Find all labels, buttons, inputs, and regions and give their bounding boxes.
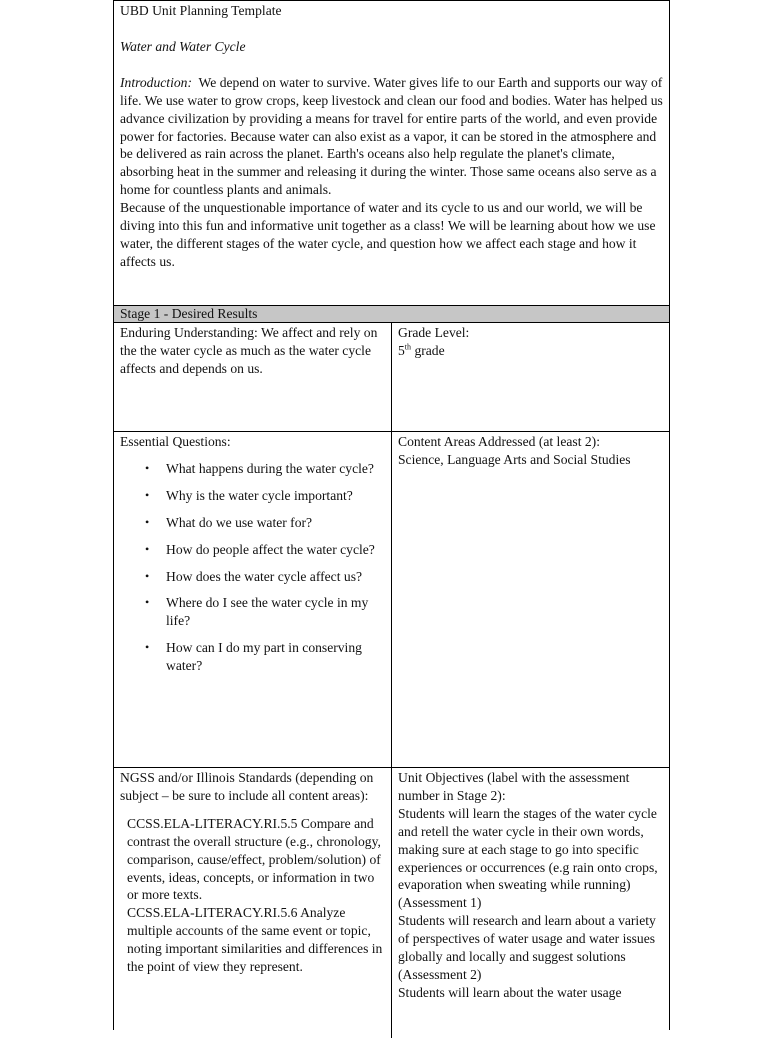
content-areas-value: Science, Language Arts and Social Studies: [398, 451, 631, 467]
question-text: What do we use water for?: [166, 514, 313, 530]
unit-title: Water and Water Cycle: [120, 38, 246, 54]
content-areas-label: Content Areas Addressed (at least 2):: [398, 434, 600, 449]
intro-text-1: We depend on water to survive. Water gives life to our Earth and supports our way of life. We use water to grow crops, keep livestock and clean our food and bodies. Water has helped us advance civilization by providing a means for travel for entire parts of the world, and even provide power for factories. Because water can also exist as a vapor, it can be stored in the atmosphere and be delivered as rain across the planet. Earth's oceans also help regulate the planet's climate, absorbing heat in the summer and releasing it during the winter. Those same oceans also serve as a home for countless plants and animals.: [120, 74, 663, 198]
standards-list: [120, 815, 385, 976]
list-item: [145, 514, 385, 532]
bullet-icon: •: [145, 595, 150, 610]
unit-plan-document: [113, 0, 670, 1030]
intro-label: Introduction:: [120, 74, 192, 90]
bullet-icon: •: [145, 568, 150, 583]
grade-suffix: th: [404, 342, 412, 352]
intro-paragraph-2: Because of the unquestionable importance of water and its cycle to us and our world, we will be diving into this fun and informative unit together as a class! We will be learning about how we use water, the different stages of the water cycle, and question how we affect each stage and how it affects us.: [120, 200, 656, 269]
list-item: [145, 568, 385, 586]
question-text: What happens during the water cycle?: [166, 460, 374, 476]
objective-item: Students will learn about the water usage: [398, 984, 622, 1000]
stage-1-heading: Stage 1 - Desired Results: [114, 306, 669, 323]
intro-section: [114, 1, 669, 306]
grade-level-value: [398, 342, 663, 360]
objective-item: Students will learn the stages of the water cycle and retell the water cycle in their own words, making sure at each stage to go into specific experiences or occurrences (e.g rain onto crops, evaporation when sweating while running) (Assessment 1): [398, 805, 658, 911]
standard-item: CCSS.ELA-LITERACY.RI.5.6 Analyze multiple accounts of the same event or topic, noting important similarities and differences in the point of view they represent.: [127, 905, 383, 975]
bullet-icon: •: [145, 640, 150, 655]
question-text: How can I do my part in conserving water?: [166, 640, 362, 674]
intro-paragraph-1: [120, 74, 663, 199]
question-text: How do people affect the water cycle?: [166, 541, 375, 557]
template-title: UBD Unit Planning Template: [120, 3, 282, 18]
list-item: [145, 639, 385, 675]
enduring-understanding: Enduring Understanding: We affect and rely on the the water cycle as much as the water cycle affects and depends on us.: [120, 325, 378, 376]
standard-item: CCSS.ELA-LITERACY.RI.5.5 Compare and contrast the overall structure (e.g., chronology, comparison, cause/effect, problem/solution) of events, ideas, concepts, or information in two or more texts.: [127, 815, 381, 903]
list-item: [145, 541, 385, 559]
bullet-icon: •: [145, 541, 150, 556]
grade-level-label: Grade Level:: [398, 325, 470, 340]
objective-item: Students will research and learn about a variety of perspectives of water usage and water issues globally and locally and suggest solutions (Assessment 2): [398, 913, 656, 982]
enduring-understanding-cell: [114, 323, 392, 432]
grade-level-cell: [392, 323, 669, 432]
question-text: Where do I see the water cycle in my life?: [166, 595, 369, 629]
essential-questions-cell: [114, 432, 392, 768]
question-text: How does the water cycle affect us?: [166, 568, 363, 584]
bullet-icon: •: [145, 460, 150, 475]
bullet-icon: •: [145, 487, 150, 502]
bullet-icon: •: [145, 514, 150, 529]
unit-objectives-label: Unit Objectives (label with the assessment number in Stage 2):: [398, 770, 630, 803]
essential-questions-list: [120, 460, 385, 675]
grade-word: grade: [414, 342, 445, 358]
list-item: [145, 487, 385, 505]
standards-cell: [114, 768, 392, 1038]
question-text: Why is the water cycle important?: [166, 487, 353, 503]
grade-number: 5: [398, 342, 405, 358]
standards-label: NGSS and/or Illinois Standards (depending on subject – be sure to include all content areas):: [120, 770, 374, 803]
unit-objectives-cell: [392, 768, 669, 1038]
list-item: [145, 594, 385, 630]
content-areas-cell: [392, 432, 669, 768]
list-item: [145, 460, 385, 478]
essential-questions-label: Essential Questions:: [120, 434, 231, 449]
